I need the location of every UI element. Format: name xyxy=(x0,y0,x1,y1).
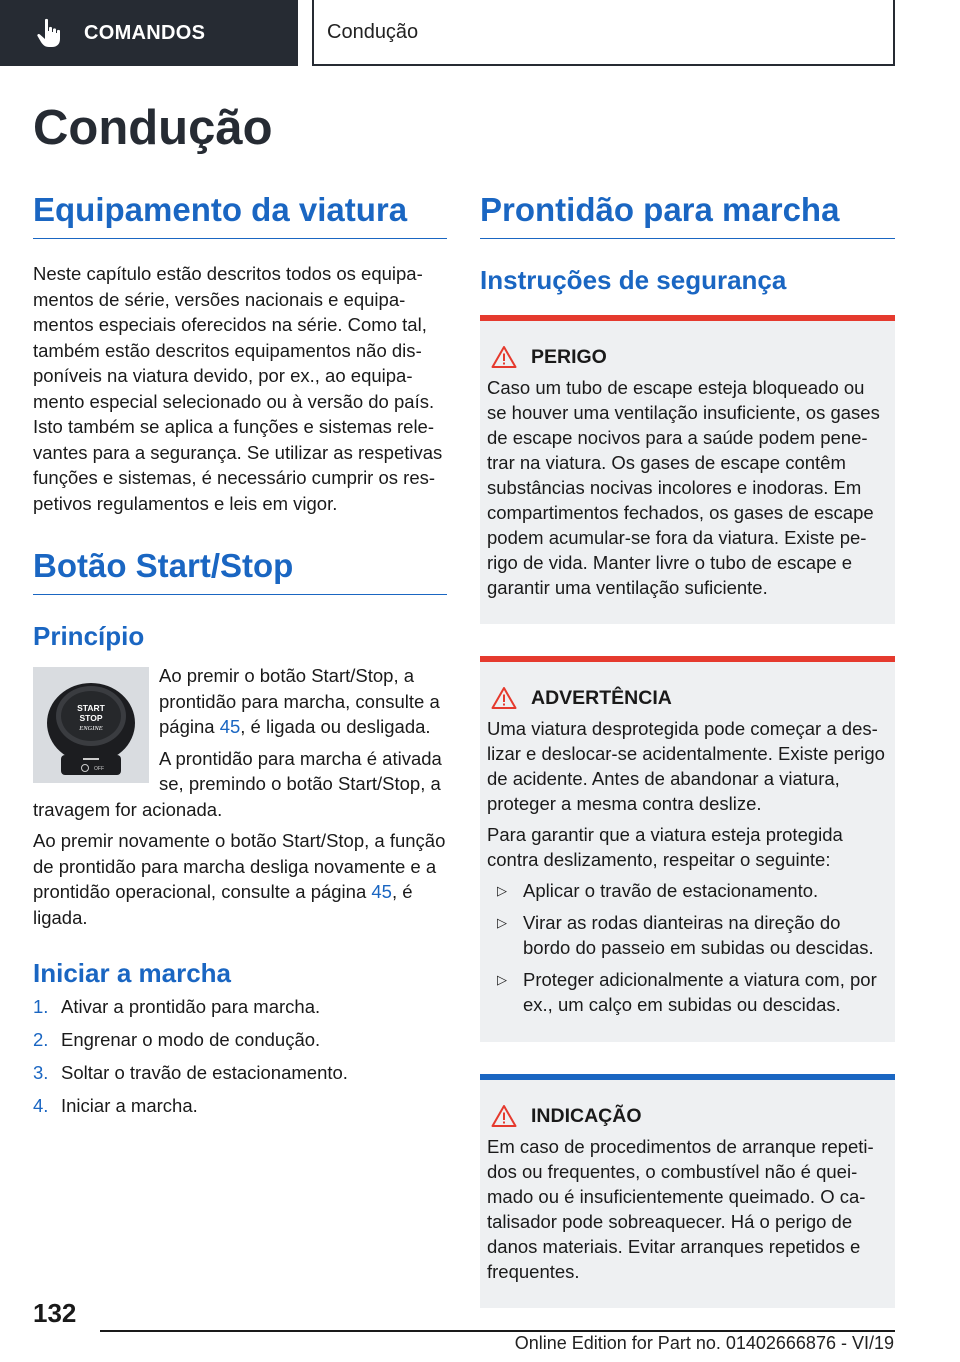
list-item: ▷ Proteger adicionalmente a viatura com, por ex., um calço em subidas ou descidas. xyxy=(487,967,887,1017)
principle-section xyxy=(33,663,447,828)
page-link-45-b[interactable]: 45 xyxy=(371,881,392,902)
page-link-45[interactable]: 45 xyxy=(219,716,241,737)
button-label-engine: ENGINE xyxy=(79,725,103,732)
warning-header xyxy=(487,686,887,710)
chapter-tab-label: Condução xyxy=(327,20,419,43)
page-title: Condução xyxy=(33,101,273,155)
notice-header xyxy=(487,1104,887,1128)
header-tabs xyxy=(0,0,960,66)
warning-triangle-icon xyxy=(491,686,517,710)
warning-title: ADVERTÊNCIA xyxy=(531,686,672,709)
list-item: ▷ Virar as rodas dianteiras na direção do bordo do passeio em subidas ou descidas. xyxy=(487,910,887,960)
list-item: 3. Soltar o travão de estacionamento. xyxy=(33,1062,348,1083)
warning-text-2: Para garantir que a viatura esteja protegida contra deslizamento, respeitar o seguinte: xyxy=(487,824,843,870)
chapter-tab[interactable] xyxy=(312,0,895,66)
section-tab[interactable] xyxy=(0,0,298,66)
start-steps-list xyxy=(33,990,447,1122)
edition-text: Online Edition for Part no. 01402666876 - VI/19 xyxy=(514,1333,894,1353)
button-label-start: START xyxy=(77,703,105,713)
left-column xyxy=(33,188,447,1122)
equip-heading: Equipamento da viatura xyxy=(33,188,447,239)
principle-heading: Princípio xyxy=(33,621,145,651)
danger-title: PERIGO xyxy=(531,345,607,368)
button-label-off: OFF xyxy=(94,766,104,772)
hand-pointer-icon xyxy=(36,18,62,48)
bullet-triangle-icon: ▷ xyxy=(497,883,507,898)
warning-box xyxy=(480,656,895,1042)
warning-bullet-list xyxy=(487,878,887,1017)
warning-triangle-icon xyxy=(491,1104,517,1128)
start-stop-button-icon xyxy=(39,671,143,779)
start-stop-button-image xyxy=(33,667,149,783)
safety-heading: Instruções de segurança xyxy=(480,265,787,295)
bullet-triangle-icon: ▷ xyxy=(497,915,507,930)
page-number: 132 xyxy=(33,1298,77,1328)
principle-text-1: Ao premir o botão Start/Stop, a prontidão para marcha, consulte a página 45, é ligada ou desligada. xyxy=(159,665,440,737)
danger-box xyxy=(480,315,895,624)
principle-text-3: Ao premir novamente o botão Start/Stop, a função de prontidão para marcha desliga novamente e a prontidão operacional, consulte a página 45, é ligada. xyxy=(33,830,446,928)
equip-text: Neste capítulo estão descritos todos os equipamentos de série, versões nacionais e equipamentos especiais oferecidos na série. Como tal, também estão descritos equipamentos não disponíveis na viatura devido, por ex., ao equipamento especial selecionado ou à versão do país. Isto também se aplica a funções e sistemas relevantes para a segurança. Se utilizar as respetivas funções e sistemas, é necessário cumprir os respetivos regulamentos e leis em vigor. xyxy=(33,263,443,514)
principle-text-2: A prontidão para marcha é ativada se, premindo o botão Start/Stop, a travagem for acionada. xyxy=(33,747,442,820)
notice-box xyxy=(480,1074,895,1308)
list-item: 2. Engrenar o modo de condução. xyxy=(33,1029,321,1050)
notice-title: INDICAÇÃO xyxy=(531,1104,642,1127)
page-footer xyxy=(0,1290,960,1362)
start-heading: Iniciar a marcha xyxy=(33,958,231,988)
bullet-triangle-icon: ▷ xyxy=(497,972,507,987)
ready-heading: Prontidão para marcha xyxy=(480,188,895,239)
right-column xyxy=(480,188,895,1340)
list-item: ▷ Aplicar o travão de estacionamento. xyxy=(487,878,887,903)
startstop-heading: Botão Start/Stop xyxy=(33,544,447,595)
warning-text-1: Uma viatura desprotegida pode começar a deslizar e deslocar-se acidentalmente. Existe perigo de acidente. Antes de abandonar a viatura, proteger a mesma contra deslize. xyxy=(487,718,885,814)
footer-divider xyxy=(100,1330,895,1332)
danger-header xyxy=(487,345,887,369)
warning-triangle-icon xyxy=(491,345,517,369)
notice-text: Em caso de procedimentos de arranque repetidos ou frequentes, o combustível não é queimado ou é insuficientemente queimado. O catalisador pode sobreaquecer. Há o perigo de danos materiais. Evitar arranques repetidos e frequentes. xyxy=(487,1136,874,1282)
danger-text: Caso um tubo de escape esteja bloqueado ou se houver uma ventilação insuficiente, os gases de escape nocivos para a saúde podem penetrar na viatura. Os gases de escape contêm substâncias nocivas incolores e inodoras. Em compartimentos fechados, os gases de escape podem acumular-se fora da viatura. Existe perigo de vida. Manter livre o tubo de escape e garantir uma ventilação suficiente. xyxy=(487,377,880,598)
button-label-stop: STOP xyxy=(79,713,103,723)
list-item: 1. Ativar a prontidão para marcha. xyxy=(33,996,321,1017)
section-tab-label: COMANDOS xyxy=(84,21,206,44)
list-item: 4. Iniciar a marcha. xyxy=(33,1095,198,1116)
